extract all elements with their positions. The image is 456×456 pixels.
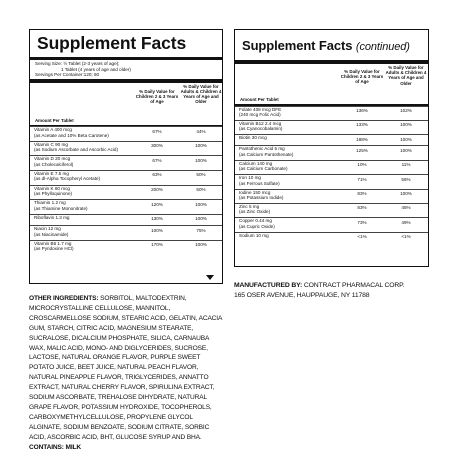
nutrient-source: (as Phylloquinone)	[34, 190, 73, 196]
nutrient-name: Vitamin E 7.5 mg	[34, 171, 69, 177]
servings-per-container: Servings Per Container:120; 60	[35, 72, 100, 78]
daily-value-children: 71%	[357, 176, 367, 182]
manufacturer-label: MANUFACTURED BY:	[234, 282, 303, 289]
daily-value-children: 120%	[151, 201, 163, 207]
nutrient-row	[235, 203, 428, 217]
other-ingredients	[29, 294, 225, 453]
nutrient-source: (as Zinc Oxide)	[239, 209, 271, 215]
daily-value-children: 67%	[152, 157, 162, 163]
nutrient-row	[235, 134, 428, 145]
other-ingredients-text: SORBITOL, MALTODEXTRIN, MICROCRYSTALLINE CELLULOSE, MANNITOL, CROSCARMELLOSE SODIUM, STEARIC ACID, GELATIN, ACACIA GUM, STARCH, CITRIC ACID, MAGNESIUM STEARATE, SUCRALOSE, DICALCIUM PHOSPHATE, SILICA, CARNAUBA WAX, MALIC ACID, MONO- AND DIGLYCERIDES, SUCROSE, LACTOSE, NATURAL ORANGE FLAVOR, PURPLE SWEET POTATO JUICE, BEET JUICE, NATURAL PEACH FLAVOR, NATURAL PINEAPPLE FLAVOR, TRIGLYCERIDES, ANNATTO EXTRACT, NATURAL CHERRY FLAVOR, SPIRULINA EXTRACT, SODIUM ASCORBATE, TREHALOSE DIHYDRATE, NATURAL GRAPE FLAVOR, POTASSIUM HYDROXIDE, TOCOPHEROLS, CARBOXYMETHYLCELLULOSE, PROPYLENE GLYCOL ALGINATE, SODIUM BENZOATE, SODIUM CITRATE, SORBIC ACID, ASCORBIC ACID, BHT, GLUCOSE SYRUP AND BHA.	[29, 295, 222, 441]
nutrient-source: (as Cupric Oxide)	[239, 223, 275, 229]
panel-title-text: Supplement Facts	[242, 38, 353, 53]
col2-header: % Daily Value for Adults & Children 4 Years of Age and Older	[385, 65, 427, 86]
nutrient-name: Zinc 5 mg	[239, 204, 260, 210]
nutrient-name: Thiamin 1.2 mg	[34, 200, 66, 206]
contains-value: MILK	[65, 443, 81, 451]
nutrient-source: (as Ferrous Sulfate)	[239, 180, 280, 186]
serving-size-2: 1 Tablet (4 years of age and older)	[61, 66, 131, 72]
daily-value-children: 136%	[356, 107, 368, 113]
nutrient-source: (as dl-Alpha Tocopheryl Acetate)	[34, 176, 101, 182]
nutrient-row	[30, 141, 222, 156]
nutrient-name: Copper 0.44 mg	[239, 218, 272, 224]
daily-value-adults: 56%	[401, 176, 411, 182]
daily-value-adults: 100%	[195, 216, 207, 222]
daily-value-children: 73%	[357, 219, 367, 225]
nutrient-source: (as Calcium Carbonate)	[239, 166, 288, 172]
daily-value-children: 188%	[356, 136, 368, 142]
nutrient-name: Folate 408 mcg DFE	[239, 106, 282, 112]
nutrient-source: (240 mcg Folic Acid)	[239, 111, 281, 117]
nutrient-name: Vitamin K 60 mcg	[34, 185, 70, 191]
daily-value-adults: 49%	[401, 219, 411, 225]
nutrient-row	[235, 145, 428, 159]
panel-title: Supplement Facts	[37, 33, 187, 53]
daily-value-adults: 50%	[196, 172, 206, 178]
daily-value-children: 133%	[356, 122, 368, 128]
nutrient-row	[235, 106, 428, 120]
nutrient-row	[235, 174, 428, 188]
nutrient-name: Pantothenic Acid 5 mg	[239, 146, 285, 152]
daily-value-adults: 100%	[400, 122, 412, 128]
daily-value-children: <1%	[357, 234, 367, 240]
amount-header: Amount Per Tablet	[240, 96, 279, 102]
nutrient-name: Vitamin B6 1.7 mg	[34, 240, 72, 246]
daily-value-children: 130%	[151, 216, 163, 222]
nutrient-row	[30, 225, 222, 240]
panel-title	[235, 30, 428, 57]
daily-value-children: 67%	[152, 128, 162, 134]
nutrient-table	[30, 126, 222, 254]
other-ingredients-label: OTHER INGREDIENTS:	[29, 295, 99, 302]
daily-value-adults: 102%	[400, 107, 412, 113]
supplement-facts-continued-panel	[234, 29, 429, 267]
nutrient-row	[30, 199, 222, 214]
daily-value-adults: 75%	[196, 227, 206, 233]
daily-value-children: 83%	[357, 205, 367, 211]
daily-value-adults: <1%	[401, 234, 411, 240]
supplement-facts-panel	[29, 29, 223, 284]
nutrient-row	[30, 170, 222, 185]
daily-value-adults: 45%	[401, 205, 411, 211]
nutrient-name: Iodine 150 mcg	[239, 189, 271, 195]
daily-value-adults: 100%	[400, 136, 412, 142]
nutrient-row	[30, 155, 222, 170]
nutrient-source: (as Potassium Iodide)	[239, 194, 284, 200]
nutrient-source: (as Sodium Ascorbate and Ascorbic Acid)	[34, 147, 119, 153]
daily-value-children: 10%	[357, 162, 367, 168]
nutrient-name: Niacin 12 mg	[34, 226, 61, 232]
daily-value-adults: 100%	[195, 143, 207, 149]
daily-value-children: 100%	[151, 227, 163, 233]
nutrient-source: (as Pyridoxine HCl)	[34, 246, 74, 252]
nutrient-source: (as Cholecalciferol)	[34, 161, 74, 167]
daily-value-children: 125%	[356, 147, 368, 153]
nutrient-name: Sodium 10 mg	[239, 232, 269, 238]
nutrient-source: (as Calcium Pantothenate)	[239, 151, 294, 157]
nutrient-row	[30, 185, 222, 200]
manufacturer-info	[234, 281, 434, 301]
daily-value-children: 300%	[151, 143, 163, 149]
nutrient-name: Vitamin B12 2.4 mcg	[239, 120, 282, 126]
nutrient-name: Vitamin A 400 mcg	[34, 127, 72, 133]
daily-value-adults: 50%	[196, 187, 206, 193]
nutrient-source: (as Thiamine Mononitrate)	[34, 205, 88, 211]
nutrient-row	[235, 160, 428, 174]
nutrient-source: (as Cyanocobalamin)	[239, 126, 283, 132]
daily-value-children: 83%	[357, 191, 367, 197]
nutrient-row	[30, 240, 222, 255]
daily-value-adults: 100%	[195, 201, 207, 207]
daily-value-adults: 44%	[196, 128, 206, 134]
column-header	[235, 64, 428, 104]
nutrient-table	[235, 106, 428, 244]
daily-value-adults: 11%	[401, 162, 411, 168]
nutrient-source: (as Niacinamide)	[34, 231, 69, 237]
serving-info	[30, 60, 222, 78]
daily-value-adults: 100%	[400, 191, 412, 197]
panel-title-suffix: (continued)	[355, 41, 410, 53]
col1-header: % Daily Value for Children 2 & 3 Years of Age	[135, 88, 179, 105]
daily-value-adults: 100%	[195, 157, 207, 163]
nutrient-row	[235, 120, 428, 134]
amount-header: Amount Per Tablet	[35, 117, 74, 123]
nutrient-row	[235, 217, 428, 231]
nutrient-row	[235, 232, 428, 243]
continue-arrow-icon	[206, 275, 214, 280]
nutrient-name: Calcium 140 mg	[239, 160, 273, 166]
daily-value-children: 170%	[151, 242, 163, 248]
nutrient-row	[30, 126, 222, 141]
nutrient-source: (as Acetate and 10% Beta Carotene)	[34, 132, 109, 138]
col1-header: % Daily Value for Children 2 & 3 Years of Age	[340, 69, 384, 85]
daily-value-adults: 100%	[195, 242, 207, 248]
manufacturer-name: CONTRACT PHARMACAL CORP.	[303, 282, 405, 289]
nutrient-name: Biotin 30 mcg	[239, 135, 267, 141]
nutrient-row	[30, 214, 222, 226]
col2-header: % Daily Value for Adults & Children 4 Years of Age and Older	[180, 83, 222, 105]
nutrient-row	[235, 189, 428, 203]
manufacturer-address: 165 OSER AVENUE, HAUPPAUGE, NY 11788	[234, 291, 370, 299]
daily-value-children: 200%	[151, 187, 163, 193]
daily-value-children: 63%	[152, 172, 162, 178]
column-header	[30, 83, 222, 125]
contains-label: CONTAINS:	[29, 443, 64, 451]
daily-value-adults: 100%	[400, 147, 412, 153]
nutrient-name: Vitamin C 90 mg	[34, 141, 68, 147]
nutrient-name: Iron 10 mg	[239, 175, 261, 181]
nutrient-name: Riboflavin 1.3 mg	[34, 214, 70, 220]
nutrient-name: Vitamin D 20 mcg	[34, 156, 71, 162]
serving-size: Serving Size: ½ Tablet (2-3 years of age);	[35, 61, 120, 66]
